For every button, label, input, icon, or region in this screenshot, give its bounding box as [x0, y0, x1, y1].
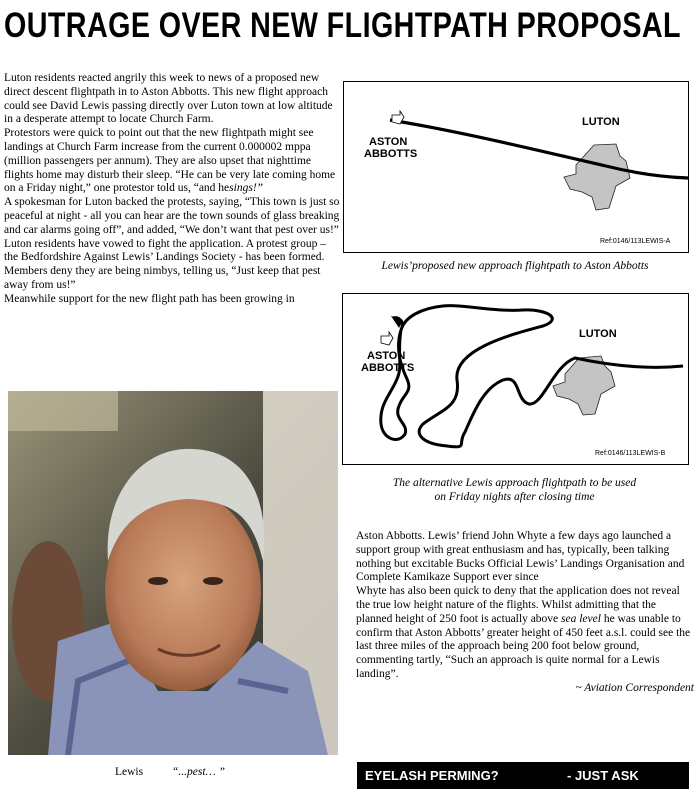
label-abbotts: ABBOTTS [361, 362, 415, 374]
article-paragraph: Protestors were quick to point out that the new flightpath might see landings at Church Farm increase from the current 0.000002 mppa (million passengers per annum). They are also upset that nighttime flights home may disturb their sleep. “He can be very late coming home on a Friday night,” one protestor told us, “and hesings!” [4, 127, 336, 195]
aston-abbotts-marker [381, 332, 393, 345]
article-paragraph: Meanwhile support for the new flight path has been growing in [4, 292, 295, 305]
article-paragraph: Luton residents have vowed to fight the application. A protest group – the Bedfordshire Against Lewis’ Landings Society - has been formed. Members deny they are being nimbys, telling us, “Just keep that pest away from us!” [4, 237, 326, 291]
map-b [342, 293, 689, 465]
map-a-caption: Lewis’proposed new approach flightpath to Aston Abbotts [381, 260, 649, 272]
map-a [343, 81, 689, 253]
map-a-graphic [344, 82, 688, 252]
sea-level-emphasis: sea level [561, 612, 601, 625]
article-left-column [4, 72, 340, 307]
eyelash-ad-banner [357, 762, 689, 789]
flightpath-loops [381, 306, 683, 447]
photo-caption-name: Lewis [115, 766, 144, 778]
sings-emphasis: sings!” [229, 182, 264, 195]
label-abbotts: ABBOTTS [364, 148, 418, 160]
flightpath-line [390, 120, 688, 178]
ad-right-text: - JUST ASK [567, 768, 639, 783]
map-b-caption-line2: on Friday nights after closing time [434, 491, 595, 503]
photo-caption-quote: “...pest… ” [171, 766, 226, 778]
photo-caption [115, 766, 225, 778]
map-b-caption [342, 476, 687, 504]
article-right-column [356, 530, 694, 696]
article-paragraph: Whyte has also been quick to deny that the application does not reveal the true low height nature of the flights. Whilst admitting that the planned height of 250 foot is actually above sea level he was unable to confirm that Aston Abbotts’ greater height of 450 feet a.s.l. could see the last three miles of the approach being 200 foot below ground, commenting tartly, “Such an approach is quite normal for a Lewis landing”. [356, 585, 691, 680]
ad-left-text: EYELASH PERMING? [365, 768, 499, 783]
map-a-ref: Ref:0146/113LEWIS-A [600, 238, 671, 245]
label-luton: LUTON [579, 328, 617, 340]
article-paragraph: Aston Abbotts. Lewis’ friend John Whyte a few days ago launched a support group with great enthusiasm and has, typically, been talking nothing but excitable Bucks Official Lewis’ Landings Organisation and Complete Kamikaze Support ever since [356, 530, 685, 584]
map-b-graphic [343, 294, 688, 464]
label-luton: LUTON [582, 116, 620, 128]
label-aston: ASTON [369, 136, 408, 148]
lewis-photo [8, 391, 338, 755]
map-b-caption-line1: The alternative Lewis approach flightpath to be used [392, 477, 637, 489]
luton-town-shape [564, 144, 630, 210]
label-aston: ASTON [367, 350, 406, 362]
article-paragraph: Luton residents reacted angrily this week to news of a proposed new direct descent flightpath in to Aston Abbotts. This new flight approach could see David Lewis passing directly over Luton town at low altitude in a desperate attempt to locate Church Farm. [4, 72, 333, 126]
headline: OUTRAGE OVER NEW FLIGHTPATH PROPOSAL [4, 6, 681, 45]
portrait-illustration [8, 391, 338, 755]
article-paragraph: A spokesman for Luton backed the protests, saying, “This town is just so peaceful at night - all you can hear are the town sounds of glass breaking and car alarms going off”, and added, “We don’t want that pest over us!” [4, 196, 340, 236]
signoff: ~ Aviation Correspondent [575, 681, 694, 694]
map-b-ref: Ref:0146/113LEWIS-B [595, 450, 666, 457]
